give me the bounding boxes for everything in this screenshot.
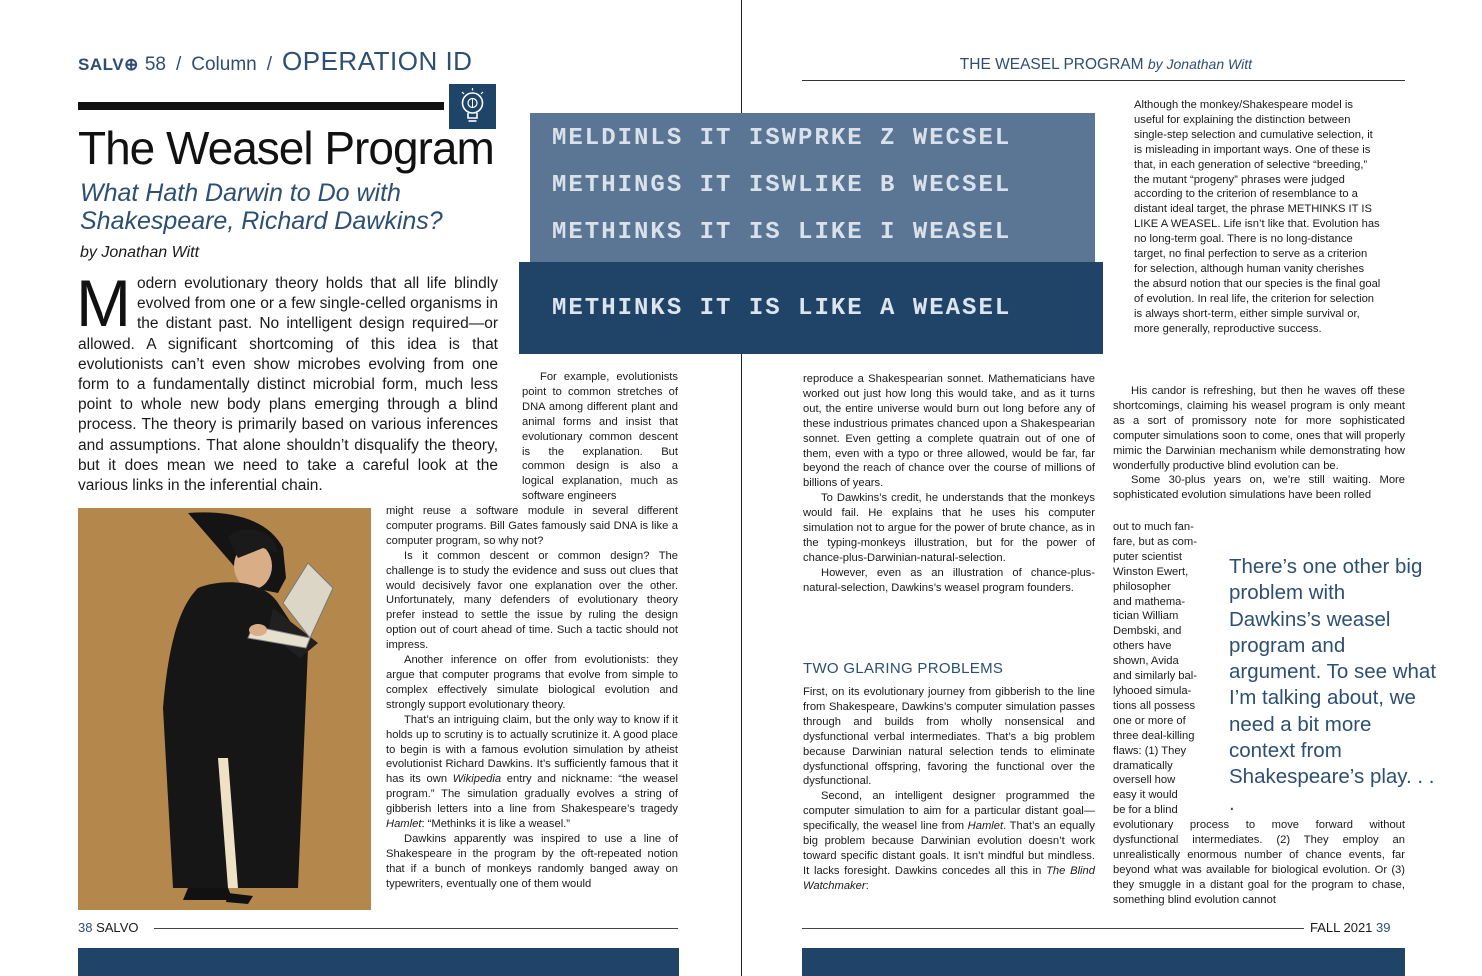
column-4-narrow [1113,520,1223,818]
illustration-monk-laptop [78,508,371,910]
line: tions all possess [1113,699,1196,712]
line: philosopher [1113,580,1171,593]
italic-run: Wikipedia [452,773,502,786]
line: one or more of [1113,714,1186,727]
line: lyhooed simula- [1113,684,1192,697]
paragraph: reproduce a Shakespearian sonnet. Mathematicians have worked out just how long this would take, and as it turns out, the entire universe would burn out long before any of these industrious primates chanced upon a Shakespearian sonnet. Even getting a complete quatrain out of one of them, even with a typo or three allowed, would be far, far beyond the reach of chance over the course of millions of billions of years. [803,373,1095,490]
line: tician William [1113,610,1179,623]
line: three deal-killing [1113,729,1195,742]
line: dramatically [1113,759,1173,772]
paragraph: Some 30-plus years on, we’re still waiting. More sophisticated evolution simulations have been rolled [1113,474,1405,502]
weasel-target-box [519,262,1103,354]
line: and similarly bal- [1113,670,1197,683]
right-footer [1310,920,1391,935]
text-run: entry and nickname: “the weasel program.” The simulation gradually evolves a string of gibberish letters into a line from Shakespeare’s tragedy [386,773,678,816]
footer-magazine-name: SALVO [96,920,139,935]
paragraph: For example, evolutionists point to common stretches of DNA among different plant and animal forms and insist that evolutionary common descent is the explanation. But common design is also a logical explanation, much as software engineers [522,371,678,503]
intro-text: odern evolutionary theory holds that all life blindly evolved from one or a few single-celled organisms in the distant past. No intelligent design required—or allowed. A significant shortcoming of this idea is that evolutionists can’t even show microbes evolving from one form to a fundamentally distinct microbial form, much less point to whole new body plans emerging through a blind process. The theory is primarily based on various inferences and assumptions. That alone shouldn’t disqualify the theory, but it does mean we need to take a careful look at the various links in the inferential chain. [78,275,498,495]
title-rule [78,102,444,110]
text-run: . That’s an equally big problem because Darwinian evolution doesn’t work toward specific distant goals. It isn’t mindful but mindless. It lacks foresight. Dawkins concedes all this in [803,820,1096,877]
line: Winston Ewert, [1113,565,1189,578]
column-4-top [1113,384,1405,503]
paragraph: First, on its evolutionary journey from gibberish to the line from Shakespeare, Dawkins’s computer simulation passes through and builds from wholly nonsensical and dysfunctional verbal intermediates. That’s a big problem because Darwinian natural selection tends to eliminate dysfunctional offspring, favoring the functional over the dysfunctional. [803,686,1095,788]
footer-rule [802,928,1304,929]
header-title: THE WEASEL PROGRAM [959,56,1144,73]
block-quote [1134,98,1382,337]
italic-run: The Blind Watchmaker [803,864,1095,892]
line: out to much fan- [1113,521,1194,533]
article-subtitle: What Hath Darwin to Do with Shakespeare, Richard Dawkins? [80,179,443,235]
weasel-line-2: METHINGS IT ISWLIKE B WECSEL [552,172,1012,199]
footer-band [802,948,1405,976]
italic-run: Hamlet [967,820,1004,833]
paragraph: Another inference on offer from evolutionists: they argue that computer programs that evolve from simple to complex effectively simulate biological evolution and strongly support evolutionary theory. [386,654,678,711]
paragraph [386,713,678,832]
footer-rule [154,928,678,929]
left-footer [78,920,138,935]
paragraph: His candor is refreshing, but then he waves off these shortcomings, claiming his weasel program is only meant as a sort of promissory note for more sophisticated computer simulations soon to come, ones that will properly mimic the Darwinian mechanism while demonstrating how wonderfully productive blind evolution can be. [1113,385,1405,472]
line: Dembski, and [1113,625,1182,638]
line: easy it would [1113,789,1178,802]
paragraph: might reuse a software module in several different computer programs. Bill Gates famously said DNA is like a computer program, so why not? [386,505,678,547]
salvo-logo: SALV⊕ [78,55,139,74]
header-column-label: Column [191,54,257,75]
header-separator: / [175,54,182,75]
weasel-evolution-box [530,113,1095,263]
footer-page-number: 38 [78,920,93,935]
section-heading: TWO GLARING PROBLEMS [803,660,1004,677]
line: others have [1113,640,1172,653]
paragraph: evolutionary process to move forward without dysfunctional intermediates. (2) They employ an unrealistically enormous number of chance events, far beyond what was available for biological evolution. Or (3) they smuggle in a distant goal for the program to chase, something blind evolution cannot [1113,819,1405,906]
left-running-header [78,46,472,78]
footer-band [78,948,679,976]
weasel-target-line: METHINKS IT IS LIKE A WEASEL [552,295,1012,322]
text-run: Second, an intelligent designer programmed the computer simulation to aim for a particular distant goal—specifically, the weasel line from [803,790,1095,833]
paragraph: Dawkins apparently was inspired to use a line of Shakespeare in the program by the oft-repeated notion that if a bunch of monkeys randomly banged away on typewriters, eventually one of them would [386,832,678,890]
paragraph [803,789,1095,893]
line: be for a blind [1113,804,1178,817]
header-page-number: 58 [144,54,166,75]
header-rule [802,80,1405,81]
column-3-top [803,372,1095,596]
header-section-name: OPERATION ID [282,46,473,76]
article-byline: by Jonathan Witt [80,244,200,261]
paragraph: However, even as an illustration of chance-plus-natural-selection, Dawkins’s weasel program founders. [803,566,1095,594]
text-run: : [865,879,869,892]
line: and mathema- [1113,595,1186,608]
header-separator: / [266,54,273,75]
drop-cap: M [76,266,131,340]
line: puter scientist [1113,550,1183,563]
line: fare, but as com- [1113,535,1197,548]
right-running-header [802,56,1252,74]
line: shown, Avida [1113,655,1179,668]
column-2-top [522,370,678,504]
text-run: That’s an intriguing claim, but the only way to know if it holds up to scrutiny is to actually scrutinize it. A good place to begin is with a famous evolution simulation by atheist evolutionist Richard Dawkins. It’s sufficiently famous that it has its own [386,713,678,786]
article-title: The Weasel Program [78,122,494,174]
footer-issue: FALL 2021 [1310,920,1373,935]
line: flaws: (1) They [1113,744,1187,757]
quote-paragraph: Although the monkey/Shakespeare model is useful for explaining the distinction between single-step selection and cumulative selection, it is misleading in important ways. One of these is that, in each generation of selective “breeding,” the mutant “progeny” phrases were judged according to the criterion of resemblance to a distant ideal target, the phrase METHINKS IT IS LIKE A WEASEL. Life isn’t like that. Evolution has no long-term goal. There is no long-distance target, no final perfection to serve as a criterion for selection, although human vanity cherishes the absurd notion that our species is the final goal of evolution. In real life, the criterion for selection is always short-term, either simple survival or, more generally, reproductive success. [1134,99,1381,335]
weasel-line-1: MELDINLS IT ISWPRKE Z WECSEL [552,125,1012,152]
text-run: : “Methinks it is like a weasel.” [421,818,571,831]
paragraph: To Dawkins’s credit, he understands that the monkeys would fail. He explains that he uses his computer simulation not to argue for the power of brute chance, as in the typing-monkeys illustration, but for the power of chance-plus-Darwinian-natural-selection. [803,492,1095,564]
weasel-line-3: METHINKS IT IS LIKE I WEASEL [552,219,1012,246]
column-4-bottom [1113,818,1405,907]
footer-page-number: 39 [1376,920,1391,935]
pull-quote: There’s one other big problem with Dawkins’s weasel program and argument. To see what I’m talking about, we need a bit more context from Shakespeare’s play. . . . [1229,555,1437,815]
line: oversell how [1113,774,1176,787]
column-3-bottom [803,685,1095,894]
header-byline: by Jonathan Witt [1147,56,1252,72]
intro-paragraph [76,266,498,496]
italic-run: Hamlet [386,818,422,831]
column-2-main [386,504,678,892]
paragraph: Is it common descent or common design? The challenge is to study the evidence and suss out clues that would decisively favor one explanation over the other. Unfortunately, many defenders of evolutionary theory prefer instead to settle the issue by ruling the design option out of court ahead of time. Such a tactic should not impress. [386,549,678,652]
